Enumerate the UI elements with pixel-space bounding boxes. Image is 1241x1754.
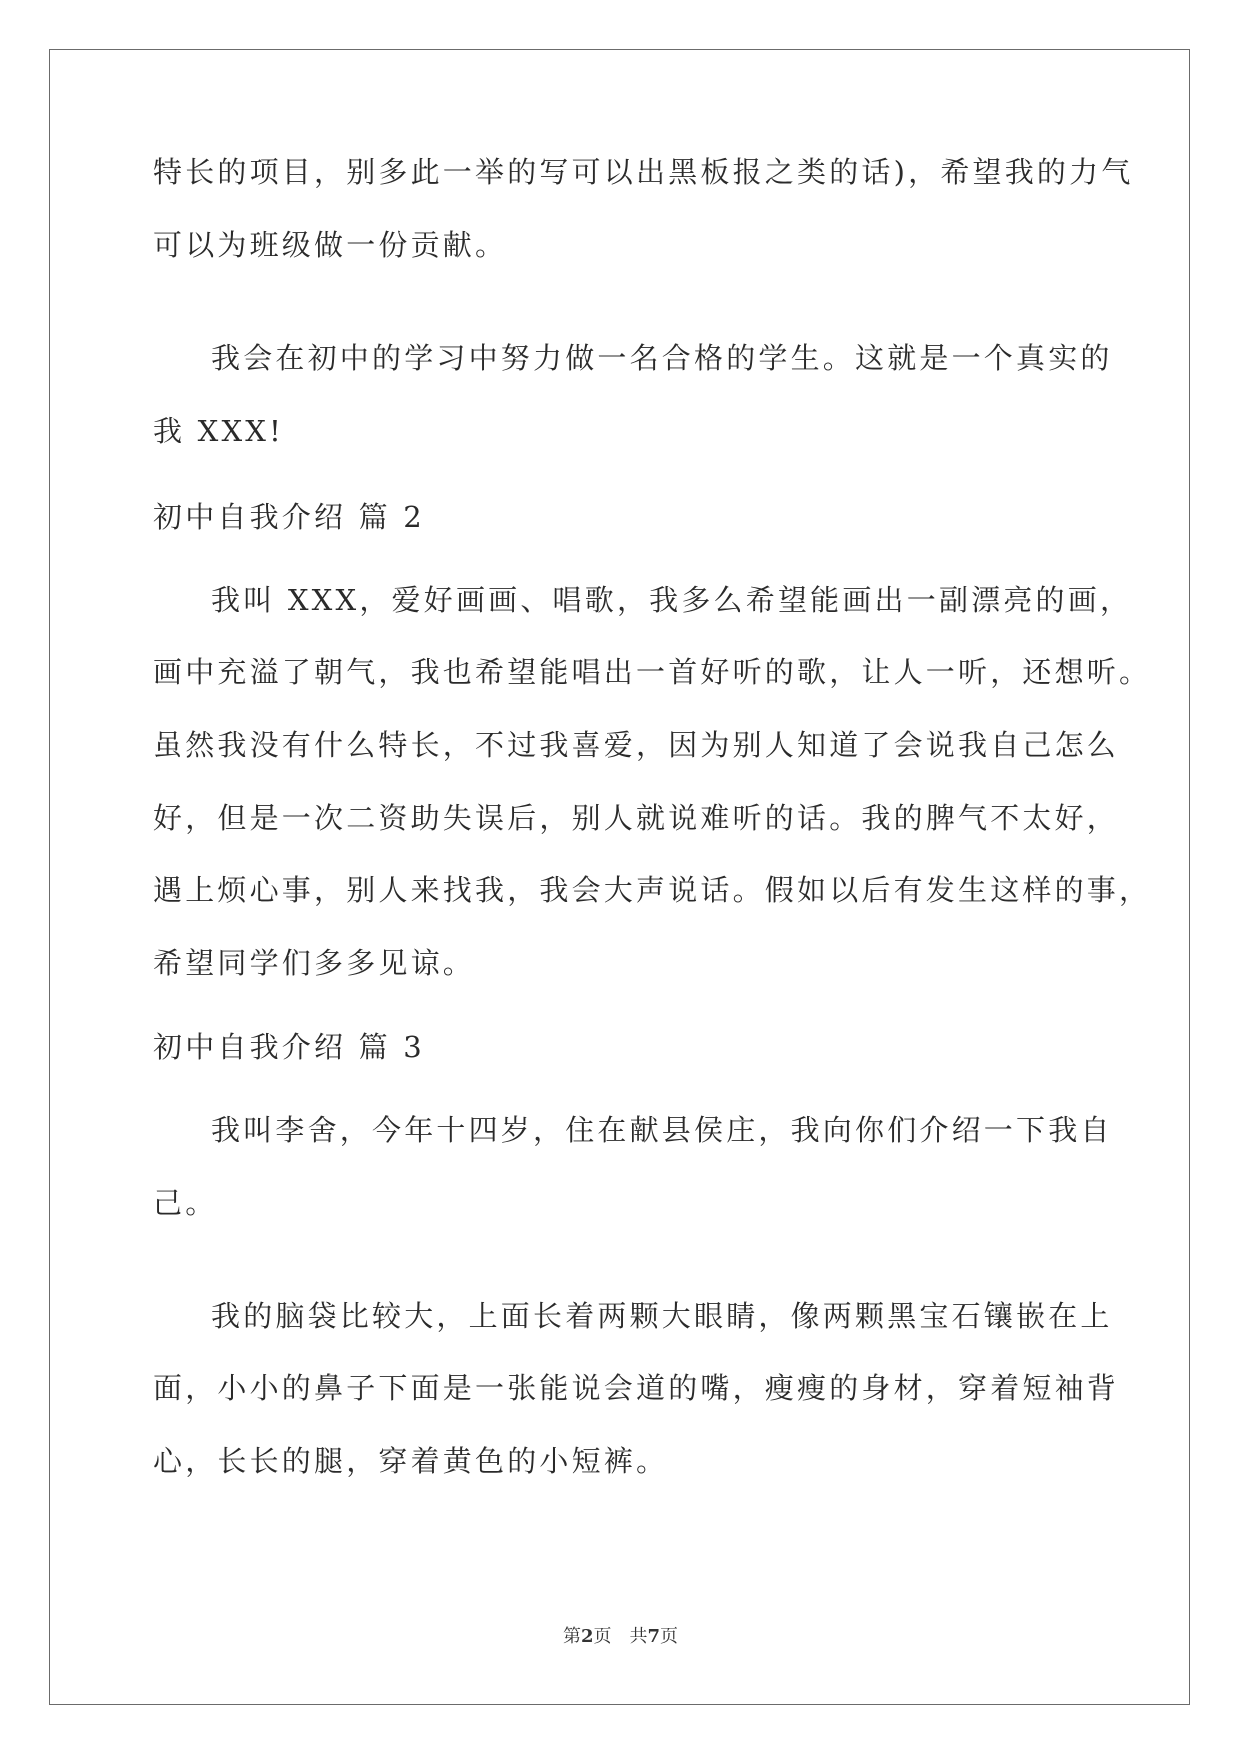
- paragraph-line: 我叫 XXX，爱好画画、唱歌，我多么希望能画出一副漂亮的画，: [211, 583, 1133, 617]
- paragraph-line: 希望同学们多多见谅。: [153, 946, 476, 980]
- page-mid: 页 共: [593, 1626, 648, 1647]
- section-heading: 初中自我介绍 篇 3: [153, 1030, 425, 1064]
- paragraph-line: 特长的项目，别多此一举的写可以出黑板报之类的话)，希望我的力气: [153, 155, 1134, 189]
- paragraph-line: 我叫李舍，今年十四岁，住在献县侯庄，我向你们介绍一下我自: [211, 1113, 1113, 1147]
- paragraph-line: 画中充溢了朝气，我也希望能唱出一首好听的歌，让人一听，还想听。: [153, 655, 1152, 689]
- paragraph-line: 己。: [153, 1186, 218, 1220]
- paragraph-line: 面，小小的鼻子下面是一张能说会道的嘴，瘦瘦的身材，穿着短袖背: [153, 1371, 1120, 1405]
- page-footer: [0, 1622, 1241, 1648]
- current-page-number: 2: [580, 1626, 594, 1647]
- page-suffix: 页: [660, 1626, 679, 1647]
- total-page-number: 7: [647, 1626, 661, 1647]
- paragraph-line: 好，但是一次二资助失误后，别人就说难听的话。我的脾气不太好，: [153, 801, 1120, 835]
- page-prefix: 第: [562, 1626, 581, 1647]
- paragraph-line: 心，长长的腿，穿着黄色的小短裤。: [153, 1444, 669, 1478]
- paragraph-line: 我会在初中的学习中努力做一名合格的学生。这就是一个真实的: [211, 341, 1113, 375]
- section-heading: 初中自我介绍 篇 2: [153, 500, 425, 534]
- paragraph-line: 可以为班级做一份贡献。: [153, 228, 508, 262]
- paragraph-line: 我 XXX!: [153, 414, 285, 448]
- paragraph-line: 遇上烦心事，别人来找我，我会大声说话。假如以后有发生这样的事，: [153, 873, 1152, 907]
- paragraph-line: 虽然我没有什么特长，不过我喜爱，因为别人知道了会说我自己怎么: [153, 728, 1120, 762]
- paragraph-line: 我的脑袋比较大，上面长着两颗大眼睛，像两颗黑宝石镶嵌在上: [211, 1299, 1113, 1333]
